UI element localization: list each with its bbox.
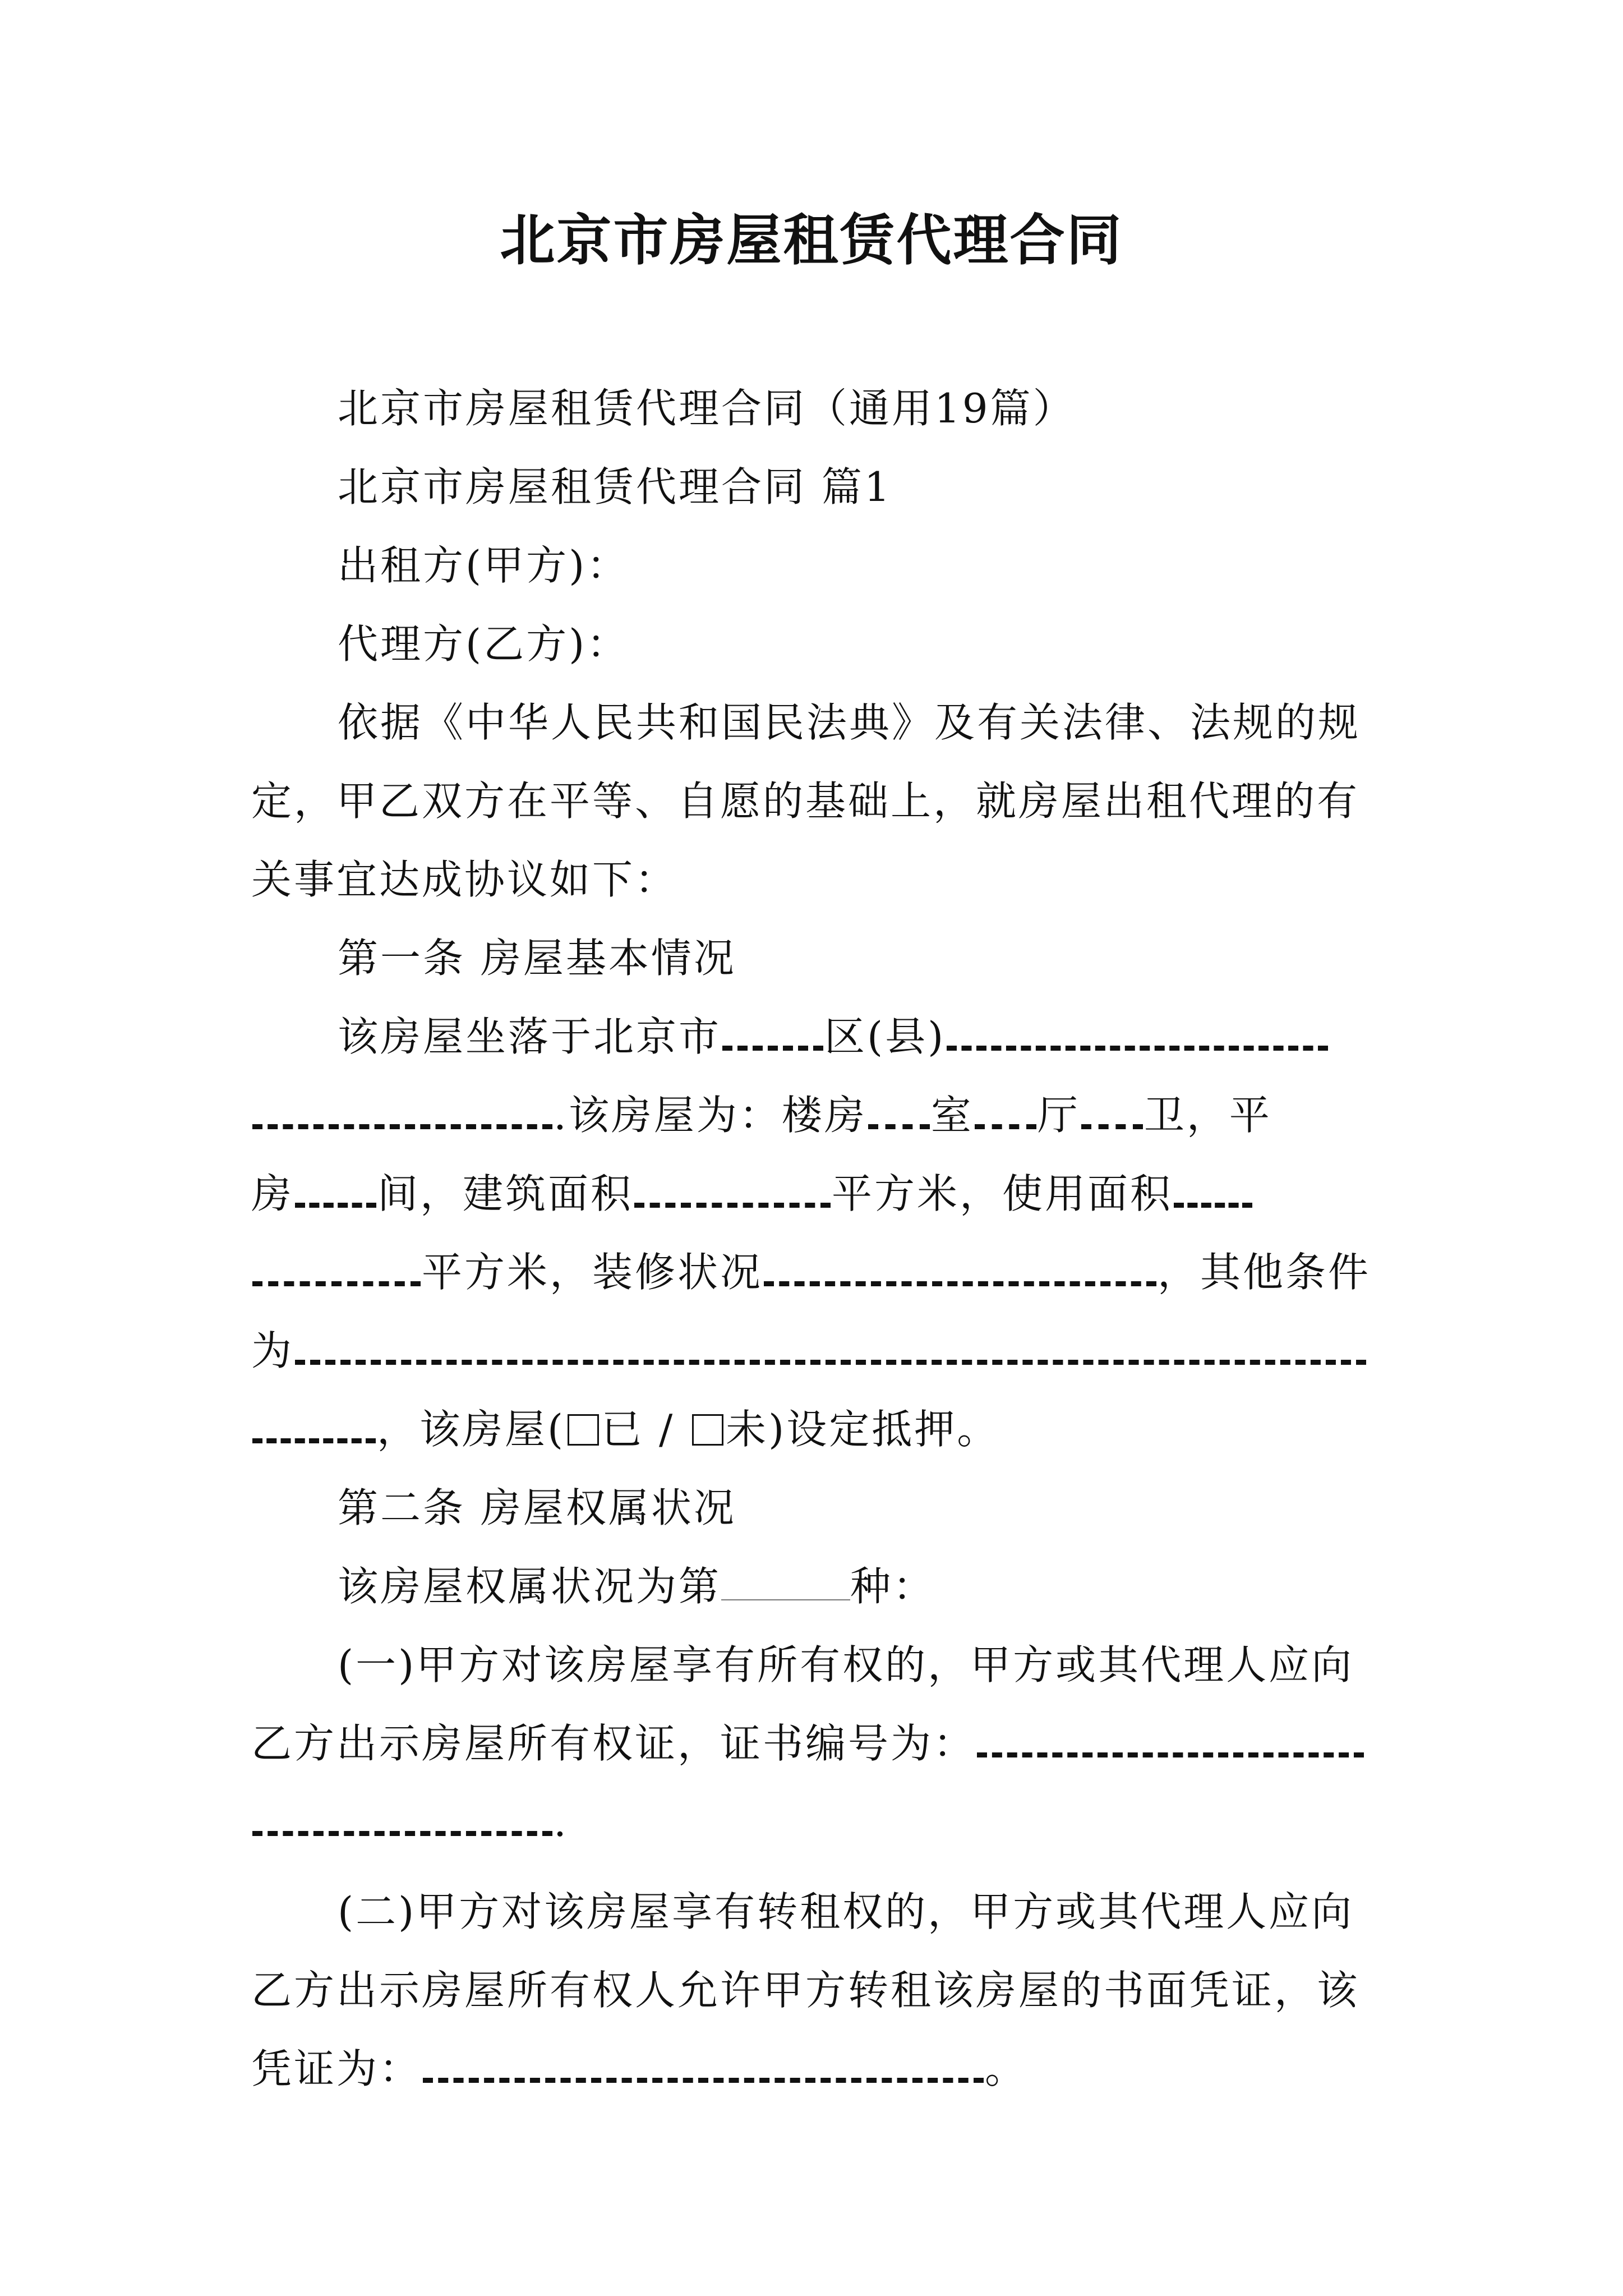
preamble-line: 定，甲乙双方在平等、自愿的基础上，就房屋出租代理的有 xyxy=(251,777,1360,825)
text: 该房屋权属状况为第 xyxy=(338,1563,722,1610)
section-heading: 北京市房屋租赁代理合同 篇1 xyxy=(338,463,892,510)
article2-line xyxy=(251,1715,1373,1772)
article2-line: (二)甲方对该房屋享有转租权的，甲方或其代理人应向 xyxy=(338,1888,1354,1935)
article2-line xyxy=(251,2041,1373,2097)
article1-line xyxy=(251,1323,1373,1379)
bungalow-rooms-blank[interactable] xyxy=(295,1203,376,1208)
text: ，其他条件 xyxy=(1158,1249,1371,1296)
text: 已 / xyxy=(601,1406,690,1453)
text: 未)设定抵押。 xyxy=(726,1406,1000,1453)
text: 区(县) xyxy=(824,1013,946,1060)
preamble-line: 关事宜达成协议如下： xyxy=(251,856,678,903)
certificate-number-blank[interactable] xyxy=(977,1752,1364,1757)
district-blank[interactable] xyxy=(722,1046,823,1051)
text: .该房屋为：楼房 xyxy=(554,1092,867,1139)
document-subtitle: 北京市房屋租赁代理合同（通用19篇） xyxy=(338,385,1076,432)
text: 室 xyxy=(930,1092,974,1139)
text: 厅 xyxy=(1037,1092,1080,1139)
agent-label: 代理方(乙方)： xyxy=(338,620,630,668)
article1-line xyxy=(251,1166,1373,1222)
address-blank[interactable] xyxy=(947,1046,1328,1051)
article1-heading: 第一条 房屋基本情况 xyxy=(338,935,736,982)
ownership-type-blank[interactable] xyxy=(721,1599,850,1600)
lessor-label: 出租方(甲方)： xyxy=(338,542,630,589)
text: 卫，平 xyxy=(1144,1092,1272,1139)
text: 为 xyxy=(251,1327,294,1374)
certificate-number-blank-cont[interactable] xyxy=(252,1831,552,1836)
article1-line xyxy=(251,1401,1373,1457)
halls-blank[interactable] xyxy=(975,1124,1036,1129)
other-conditions-blank[interactable] xyxy=(295,1360,1366,1365)
article2-line xyxy=(338,1558,1459,1614)
usable-area-blank[interactable] xyxy=(1174,1203,1252,1208)
text: 该房屋坐落于北京市 xyxy=(338,1013,722,1060)
text: 房 xyxy=(251,1170,294,1217)
decoration-blank[interactable] xyxy=(764,1281,1156,1286)
article1-line xyxy=(251,1244,1373,1300)
mortgaged-yes-checkbox[interactable] xyxy=(568,1414,599,1446)
text: 种： xyxy=(850,1563,936,1610)
document-title: 北京市房屋租赁代理合同 xyxy=(500,208,1123,273)
other-conditions-blank-cont[interactable] xyxy=(252,1438,376,1443)
text: 平方米，使用面积 xyxy=(832,1170,1173,1217)
text: . xyxy=(554,1798,569,1846)
article2-line: (一)甲方对该房屋享有所有权的，甲方或其代理人应向 xyxy=(338,1641,1354,1688)
mortgaged-no-checkbox[interactable] xyxy=(692,1414,723,1446)
text: 间，建筑面积 xyxy=(377,1170,634,1217)
baths-blank[interactable] xyxy=(1081,1124,1143,1129)
address-blank-cont[interactable] xyxy=(252,1124,552,1129)
text: 平方米，装修状况 xyxy=(422,1249,763,1296)
text: 乙方出示房屋所有权证，证书编号为： xyxy=(251,1720,976,1767)
text: 。 xyxy=(985,2045,1028,2092)
article2-line: 乙方出示房屋所有权人允许甲方转租该房屋的书面凭证，该 xyxy=(251,1967,1360,2014)
building-area-blank[interactable] xyxy=(634,1203,831,1208)
preamble-line: 依据《中华人民共和国民法典》及有关法律、法规的规 xyxy=(338,699,1361,746)
article2-heading: 第二条 房屋权属状况 xyxy=(338,1484,736,1531)
voucher-blank[interactable] xyxy=(423,2078,984,2083)
text: 凭证为： xyxy=(251,2045,422,2092)
rooms-blank[interactable] xyxy=(868,1124,930,1129)
article2-line xyxy=(251,1794,1373,1850)
article1-line xyxy=(251,1087,1373,1143)
text: ，该房屋( xyxy=(377,1406,566,1453)
usable-area-blank-cont[interactable] xyxy=(252,1281,421,1286)
article1-line xyxy=(338,1009,1459,1065)
